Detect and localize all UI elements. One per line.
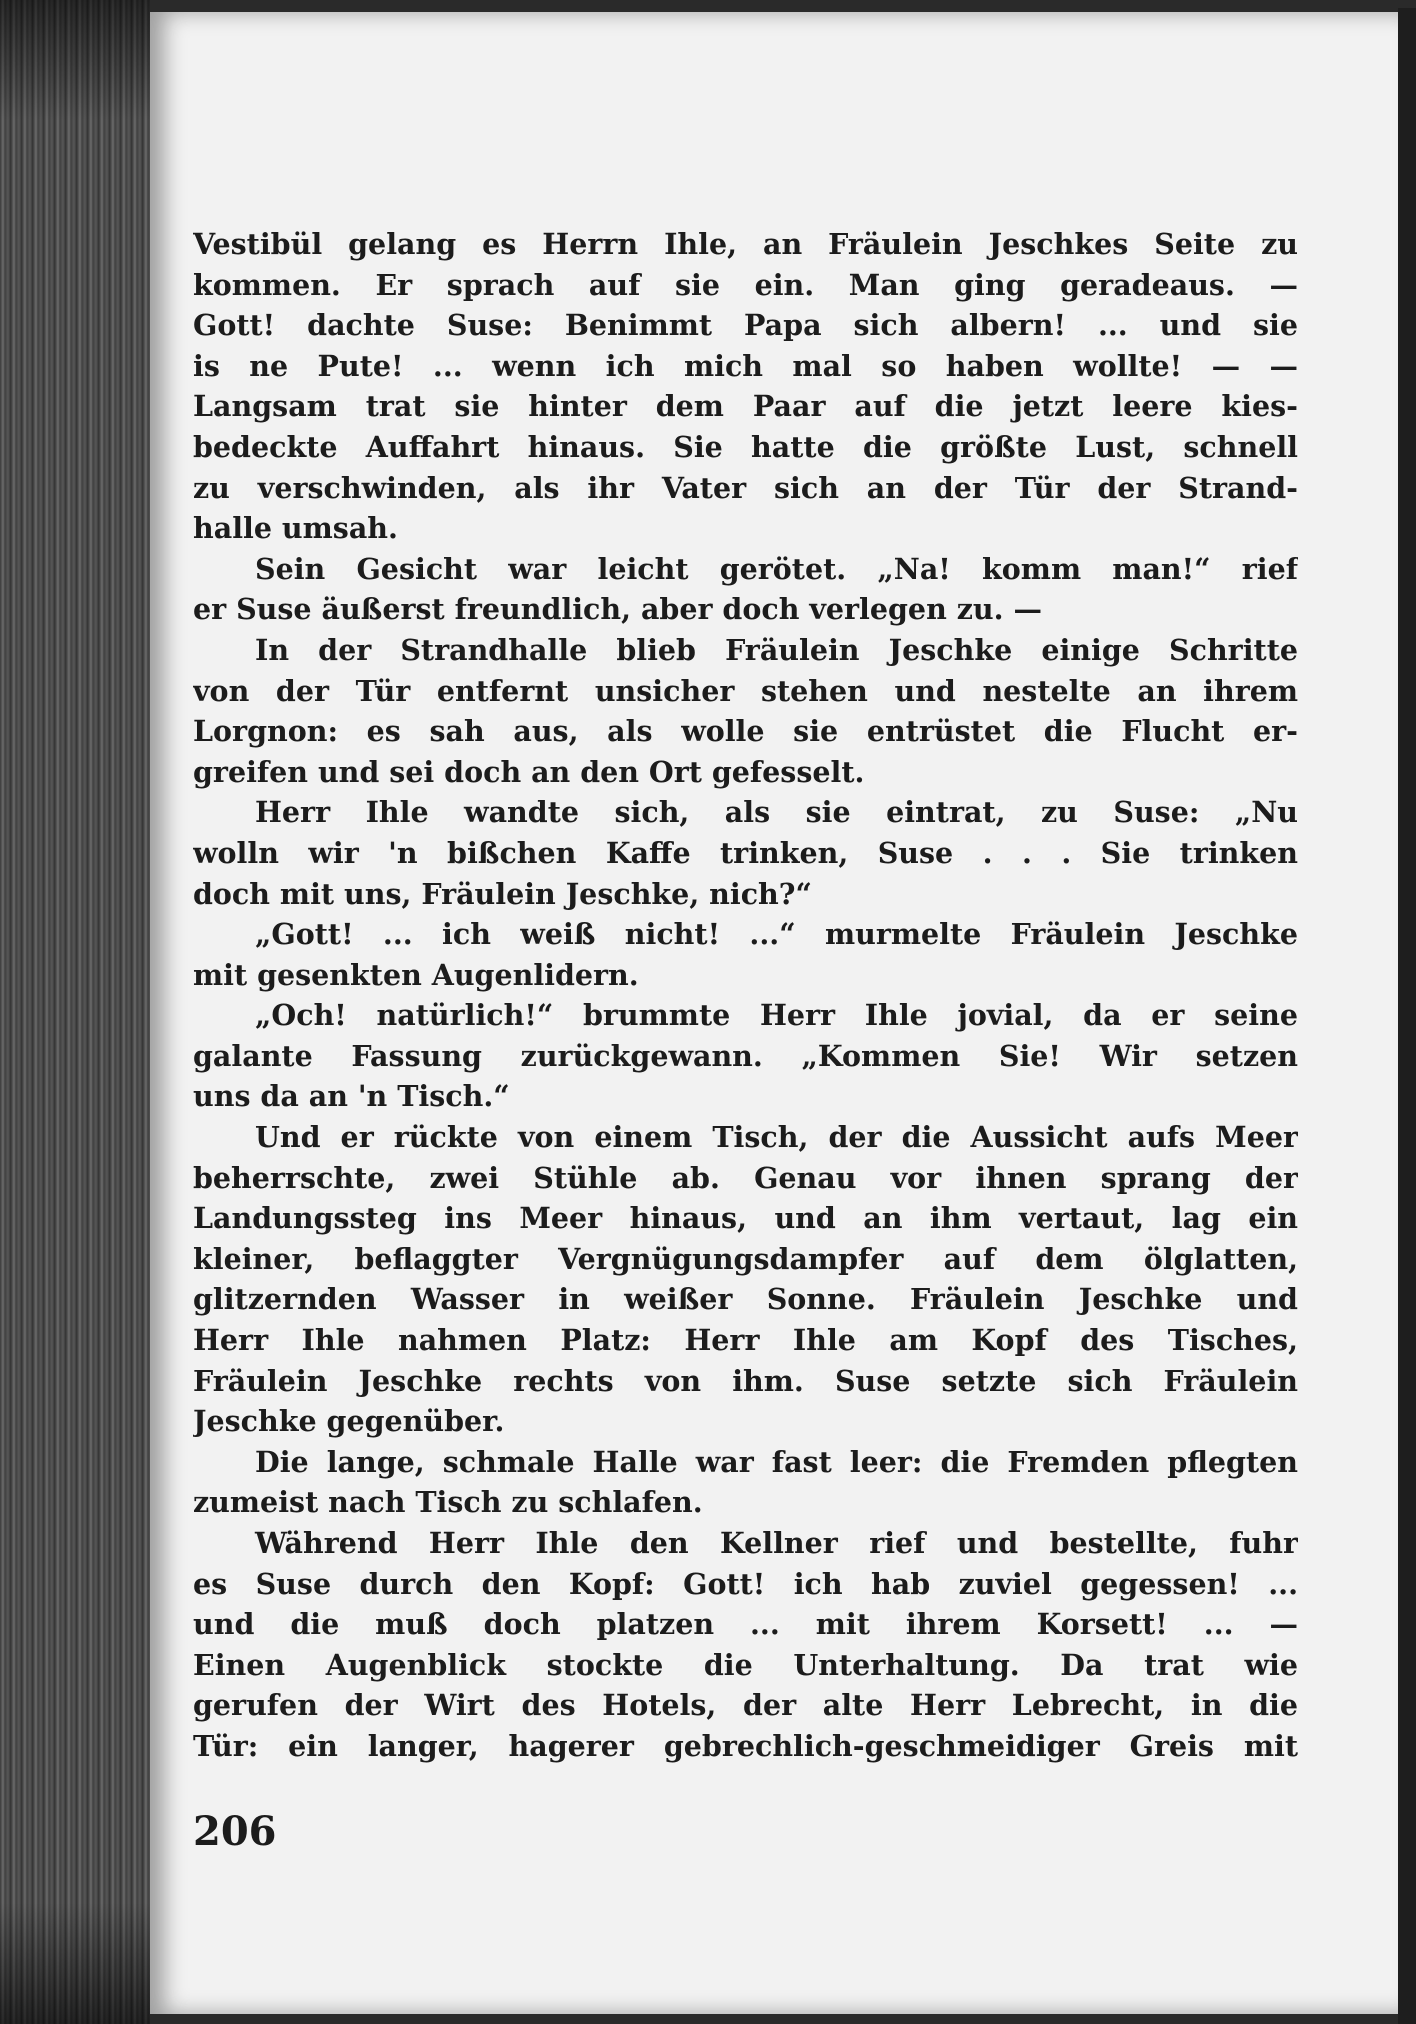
body-text <box>193 224 1298 1767</box>
text-line: Tür: ein langer, hagerer gebrechlich-geschmeidiger Greis mit <box>193 1728 1298 1763</box>
text-line: Fräulein Jeschke rechts von ihm. Suse setzte sich Fräulein <box>193 1363 1298 1398</box>
text-line: In der Strandhalle blieb Fräulein Jeschke einige Schritte <box>255 632 1298 667</box>
book-page-edges <box>0 0 150 2024</box>
text-line: Herr Ihle nahmen Platz: Herr Ihle am Kopf des Tisches, <box>193 1323 1298 1358</box>
text-line: uns da an 'n Tisch.“ <box>193 1079 510 1114</box>
text-line: kleiner, beflaggter Vergnügungsdampfer auf dem ölglatten, <box>193 1241 1298 1276</box>
text-line: doch mit uns, Fräulein Jeschke, nich?“ <box>193 876 812 911</box>
text-line: Herr Ihle wandte sich, als sie eintrat, zu Suse: „Nu <box>255 795 1298 830</box>
text-line: Vestibül gelang es Herrn Ihle, an Fräulein Jeschkes Seite zu <box>193 227 1298 261</box>
text-line: Lorgnon: es sah aus, als wolle sie entrüstet die Flucht er- <box>193 714 1298 749</box>
text-line: beherrschte, zwei Stühle ab. Genau vor ihnen sprang der <box>193 1160 1298 1195</box>
text-line: glitzernden Wasser in weißer Sonne. Fräulein Jeschke und <box>193 1282 1298 1317</box>
text-line: er Suse äußerst freundlich, aber doch verlegen zu. — <box>193 592 1042 627</box>
text-line: „Och! natürlich!“ brummte Herr Ihle jovial, da er seine <box>255 998 1298 1033</box>
text-line: galante Fassung zurückgewann. „Kommen Sie! Wir setzen <box>193 1038 1298 1073</box>
text-line: halle umsah. <box>193 511 398 546</box>
text-line: greifen und sei doch an den Ort gefesselt. <box>193 754 865 789</box>
text-line: von der Tür entfernt unsicher stehen und nestelte an ihrem <box>193 673 1298 708</box>
page-shadow-edge <box>1398 8 1416 2024</box>
text-line: Landungssteg ins Meer hinaus, und an ihm vertaut, lag ein <box>193 1201 1298 1236</box>
text-line: Die lange, schmale Halle war fast leer: die Fremden pflegten <box>255 1444 1298 1479</box>
page-number: 206 <box>193 1808 277 1855</box>
text-line: wolln wir 'n bißchen Kaffe trinken, Suse . . . Sie trinken <box>193 835 1298 870</box>
text-line: gerufen der Wirt des Hotels, der alte Herr Lebrecht, in die <box>193 1688 1298 1723</box>
text-line: Gott! dachte Suse: Benimmt Papa sich albern! ... und sie <box>193 308 1298 343</box>
text-line: Langsam trat sie hinter dem Paar auf die jetzt leere kies- <box>193 389 1298 424</box>
text-line: Während Herr Ihle den Kellner rief und bestellte, fuhr <box>255 1526 1298 1560</box>
text-line: „Gott! ... ich weiß nicht! ...“ murmelte Fräulein Jeschke <box>255 917 1298 952</box>
text-line: zu verschwinden, als ihr Vater sich an der Tür der Strand- <box>193 470 1298 505</box>
text-line: mit gesenkten Augenlidern. <box>193 957 639 992</box>
text-line: es Suse durch den Kopf: Gott! ich hab zuviel gegessen! ... <box>193 1566 1298 1601</box>
text-line: is ne Pute! ... wenn ich mich mal so haben wollte! — — <box>193 348 1298 383</box>
text-line: und die muß doch platzen ... mit ihrem Korsett! ... — <box>193 1607 1298 1642</box>
text-line: bedeckte Auffahrt hinaus. Sie hatte die größte Lust, schnell <box>193 429 1298 464</box>
text-line: zumeist nach Tisch zu schlafen. <box>193 1485 703 1520</box>
text-line: kommen. Er sprach auf sie ein. Man ging geradeaus. — <box>193 267 1298 302</box>
text-line: Und er rückte von einem Tisch, der die Aussicht aufs Meer <box>255 1120 1298 1155</box>
text-line: Sein Gesicht war leicht gerötet. „Na! komm man!“ rief <box>255 551 1298 586</box>
text-line: Jeschke gegenüber. <box>193 1404 505 1439</box>
text-line: Einen Augenblick stockte die Unterhaltung. Da trat wie <box>193 1647 1298 1682</box>
